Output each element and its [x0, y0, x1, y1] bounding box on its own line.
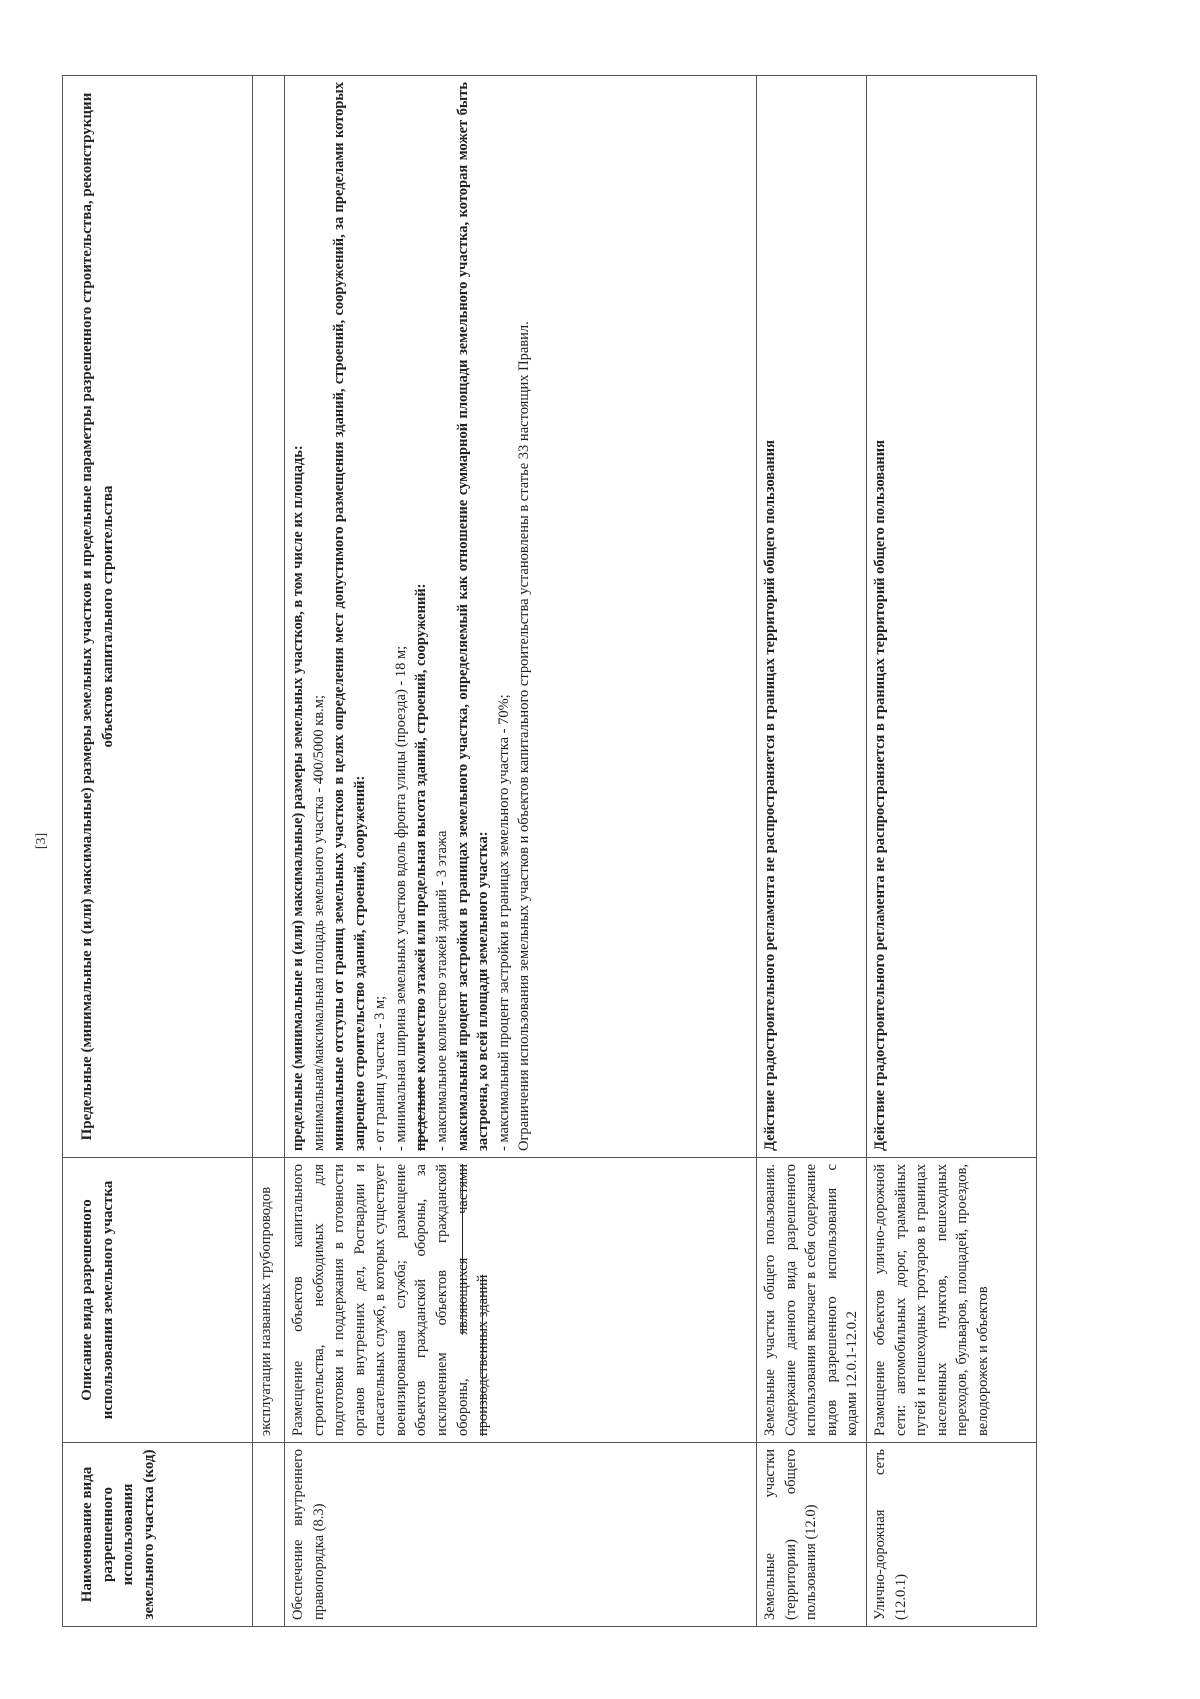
regulations-table — [62, 75, 1037, 1627]
table-row-12-0 — [757, 76, 867, 1627]
param-max-coverage-heading: максимальный процент застройки в границах земельного участка, определяемый как отношение суммарной площади земельного участка, которая может быть застроена, ко всей площади земельного участка: — [454, 82, 492, 1151]
table-row-8-3 — [285, 76, 757, 1627]
param-min-setbacks: минимальные отступы от границ земельных участков в целях определения мест допустимого размещения зданий, строений, сооружений, за пределами которых запрещено строительство зданий, строений, сооружений: — [331, 82, 368, 1151]
header-limit-parameters: Предельные (минимальные и (или) максимальные) размеры земельных участков и предельные параметры разрешенного строительства, реконструкции объектов капитального строительства — [63, 76, 253, 1158]
table-header-row — [63, 76, 253, 1627]
param-restrictions: Ограничения использования земельных участков и объектов капитального строительства установлены в статье 33 настоящих Правил. — [516, 321, 533, 1151]
param-max-floors: - максимальное количество этажей зданий - 3 этажа — [434, 830, 451, 1151]
table-row-12-0-1 — [867, 76, 1037, 1627]
cell-8-3-description — [285, 1158, 757, 1443]
param-floors-heading-text: количество этажей или предельная высота зданий, строений, сооружений: — [413, 583, 430, 1077]
param-min-max-area: минимальная/максимальная площадь земельного участка - 400/5000 кв.м; — [310, 695, 327, 1151]
cell-8-3-params — [285, 76, 757, 1158]
param-size-limits: предельные (минимальные и (или) максимальные) размеры земельных участков, в том числе их площадь: — [290, 445, 306, 1151]
cell-12-0-1-name: Улично-дорожная сеть (12.0.1) — [867, 1443, 1037, 1627]
cell-12-0-1-description: Размещение объектов улично-дорожной сети: автомобильных дорог, трамвайных путей и пешеходных тротуаров в границах населенных пунктов, пешеходных переходов, бульваров, площадей, проездов, велодорожек и объектов — [867, 1158, 1037, 1443]
param-min-width: - минимальная ширина земельных участков вдоль фронта улицы (проезда) - 18 м; — [392, 645, 409, 1151]
param-floors-struck-word: предельное — [413, 1076, 430, 1151]
cell-continuation-params — [253, 76, 285, 1158]
param-max-coverage: - максимальный процент застройки в границах земельного участка - 70%; — [495, 694, 512, 1151]
table-row-continuation — [253, 76, 285, 1627]
cell-12-0-name: Земельные участки (территории) общего пользования (12.0) — [757, 1443, 867, 1627]
cell-12-0-params: Действие градостроительного регламента не распространяется в границах территорий общего пользования — [757, 76, 867, 1158]
description-8-3-text: Размещение объектов капитального строительства, необходимых для подготовки и поддержания в готовности органов внутренних дел, Росгвардии и спасательных служб, в которых существует военизированная служба; размещение объектов гражданской обороны, за исключением объектов гражданской обороны, — [290, 1164, 471, 1436]
param-setback-boundary: - от границ участка - 3 м; — [372, 995, 389, 1151]
description-8-3-struck-text: являющихся частями производственных зданий — [454, 1163, 492, 1436]
header-permitted-use-name: Наименование вида разрешенного использования земельного участка (код) — [63, 1443, 253, 1627]
header-permitted-use-description: Описание вида разрешенного использования земельного участка — [63, 1158, 253, 1443]
cell-12-0-1-params: Действие градостроительного регламента не распространяется в границах территорий общего пользования — [867, 76, 1037, 1158]
cell-continuation-description: эксплуатации названных трубопроводов — [253, 1158, 285, 1443]
cell-8-3-name: Обеспечение внутреннего правопорядка (8.3) — [285, 1443, 757, 1627]
cell-continuation-name — [253, 1443, 285, 1627]
param-floors-heading — [411, 82, 432, 1151]
cell-12-0-description: Земельные участки общего пользования. Содержание данного вида разрешенного использования включает в себя содержание видов разрешенного использования с кодами 12.0.1-12.0.2 — [757, 1158, 867, 1443]
page-number: [3] — [34, 832, 49, 850]
